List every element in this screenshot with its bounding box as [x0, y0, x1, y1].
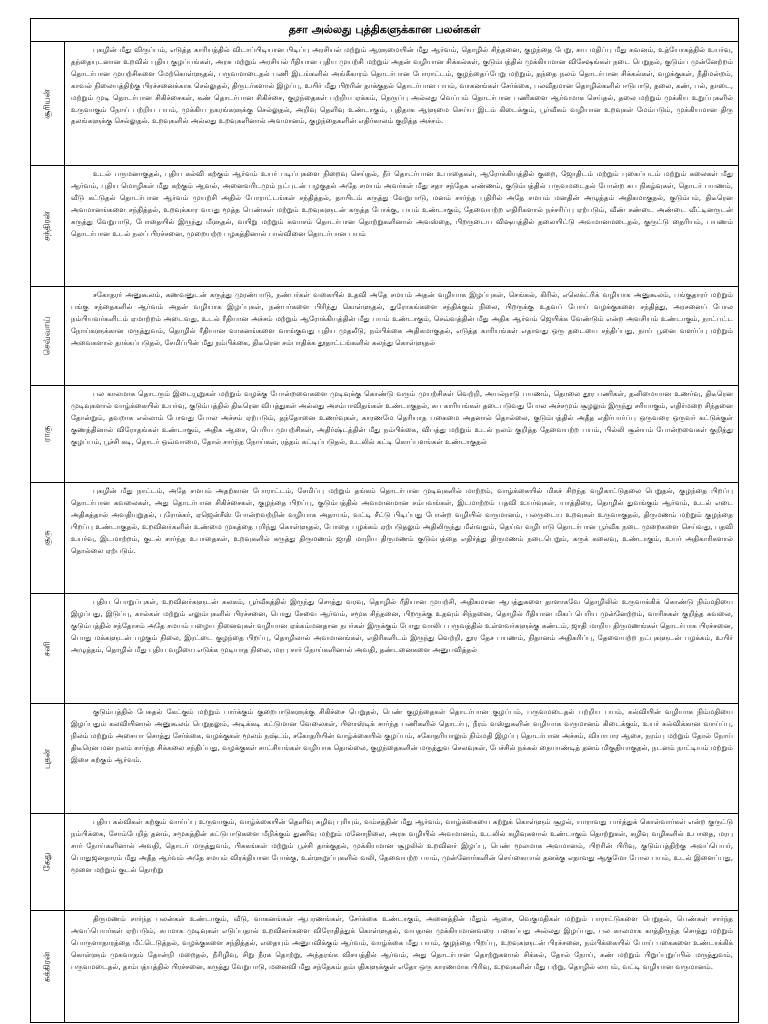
table-row-raagu: [31, 386, 739, 483]
effects-cell: [65, 594, 739, 704]
planet-label: குரு: [42, 530, 52, 546]
effects-text: பல காலமாக தொடரும் இடையூறுகள் மற்றும் வழக்கு போன்றவைகளை முடிவுக்கு கொண்டு வரும் முயற்சிகள் வெற்றி, அயல்நாடு பயணம், தொலை தூர பணிகள், தனிமையான உணர்வு, திடீரென முடிவுகளால் வாழ்க்கையில் உயர்வு, குடும்பத்தில் திடீரென விபத்துகள் அல்லது அசம்பாவிதங்கள் உண்டாகுதல், சுப காரியங்கள் தடைபடுவது போல அச்சமும் சூழலும் இருந்து சரியாகும், எதிர்மறை சிந்தனை தோன்றும், தவறாக எல்லாம் போவது போல அச்சம் ஏற்படும், தந்தோனை உணர்வுகள், காரணமே தெரியாத பகைமை அதனால் தொல்லை, குடும்பத்தில் அதீத எதிர்பார்ப்பு ஒருவரை ஒருவர் கட்டுக்குள் குணத்தினால் விரோதங்கள் உண்டாகும், அதிக ஆசை, பெரிய முயற்சிகள், அதிர்ஷ்டத்தின் மீது நம்பிக்கை, விபத்து மற்றும் உடல் நலம் குறித்த தேவையற்ற பயம், பில்லி சூன்யம் போன்றவைகள் குறித்து குழப்பம், பூச்சி கடி, தொடர் ஒவ்வாமை, தோல் சார்ந்த நோய்கள், ரத்தம் கட்டிப்படுதல், உடலில் கட்டி கொப்பளங்கள் உண்டாகுதல்: [71, 389, 734, 446]
table-title: தசா அல்லது புத்திகளுக்கான பலன்கள்: [31, 19, 739, 42]
table-row-budhan: [31, 704, 739, 814]
effects-text: புதிய பொறுப்புகள், உறவினர்களுடன் கலகம், பூர்வீகத்தில் இருந்து சொத்து வரவு, தொழில் ரீதியான முயற்சி, அதிகமான ஆபத்துகளை தாளாகவே தொழிலில் உருவாக்கிக் கொண்டு நிம்மதியை இழப்பது, இடுப்பு, கால்கள் மற்றும் எலும்புகளில் பிரச்சனை, பொது சேவை ஆர்வம், சமூக சிந்தனை, பிறருக்கு உதவும் சிந்தனை, தொழில் ரீதியான மிகப் பெரிய முன்னேற்றம், வாரிசுகள் குறித்த கவலை, குடும்பத்தில் சந்தோசம் அதே சமயம் பழைய நினைவுகள் வழியான ஏக்கம்மனதான நபர்கள் இருக்கும் போது வாலிப பருவத்தில் உள்ளவர்களுக்கு கண்டம், ஜாதி மாறிய திருமணங்கள் தொடர்பாக பிரச்சனை, பொது மக்களுடன் பழகும் நிலை, இரட்டை குழந்தை பிறப்பு, தொழிலால் அவமானங்கள், எதிரிகளிடம் இருந்து வெற்றி, தூர தேச பயணம், நிதானம் அதிகரிப்பு, தேவையற்ற நட்புகளுடன் பழக்கம், உயிர் அழுத்தம், தொழில் மீது புதிய வழியை எடுக்க முடியாத நிலை, மரபு சார் நோய்களினால் அவதி, தண்டனைகளை அனுபவித்தல்: [71, 597, 734, 654]
planet-label: சந்திரன்: [42, 211, 52, 241]
planet-label: சூரியன்: [42, 88, 52, 119]
table-row-surya: [31, 42, 739, 166]
effects-text: திருமணம் சார்ந்த பலன்கள் உண்டாகும், வீடு, வாகனங்கள் ஆபரணங்கள், சேர்க்கை உண்டாகும், அனைத்தின் மீதும் ஆசை, வெகுமதிகள் மற்றும் பாராட்டுகளை பெறுதல், பெண்கள் சார்ந்த அவப்பெயர்கள் ஏற்படும், சுபமாக முடிவுகள் எடுப்பதால் உறவினர்களை விரோதித்துக் கொள்ளுதல், வயதான முக்கியமானவரை பகைப்பது அல்லது இழப்பது, பல காலமாக காத்திருந்த சொத்து மற்றும் பொருளாதாரத்தை மீட்டெடுத்தல், வழக்குகளை சந்தித்தல், எதையும் அனுபவிக்கும் ஆர்வம், வாழ்க்கை மீது பயம், குழந்தை பிறப்பு, உறவுகளுடன் பிரச்சனை, நம்பிக்கையில் போய் பகைகளை உண்டாக்கிக் கொள்ளும் முகவாதம் தோன்றி மறைதல், நீரிழிவு, சிறு நீரக தொற்று, அந்தரங்க விசயத்தில் ஆர்வம், அது தொடர்பான தொற்றுகளால் சிக்கல், தோல் நோய், கண் மற்றும் பிறுப்புறுப்பில் மருத்துவம், பருவமடைதல், தாம்பத்யத்தில் பிரச்சனை, கருத்து வேறுபாடு, மனைவி மீது சந்தேகம் தம்பதிகளுக்குள் எதோ ஒரு காரணமாக பிரிவு, உறவுகளின் மீது பற்று, தொழில் லாபம், வட்டி வழியான வருமானம்.: [71, 914, 734, 971]
planet-label: ராகு: [42, 425, 52, 443]
planet-cell: [31, 42, 65, 166]
table-row-sevvai: [31, 287, 739, 386]
effects-text: புகழின் மீது நாட்டம், அதே சமயம் அதற்கான போராட்டம், சேமிப்பு மற்றும் தங்கம் தொடர்பான முடிவுகளில் மாற்றம், வாழ்க்கையில் மிகச் சிறந்த வழிகாட்டுதலை பெறுதல், குழந்தை பிறப்பு தொடர்பான கவலைகள், அது தொடர்பான சிகிச்சைகள், குழந்தை பிறப்பு, குடும்பத்தில் அவமானமான சம்பவங்கள், இடமாற்றம் பதவி உயர்வுகள், யாத்திரை, தொழில் துவங்கும் ஆர்வம், உடல் எடை அதிகத்தால் அவதியுறுதல், புரோக்கர், ஏஜென்சீஸ் போன்றவற்றின் வழியாக அதாயம், வட்டி சீட்டு பிடிப்பது போன்ற வழியில் வருமானம், பலருடைய உறவுகள் உருவாகுதல், திருமணம் மற்றும் குழந்தை பிறப்பு உண்டாகுதல், உறவினர்களின் உண்மை முகத்தை புரிந்து கொள்ளுதல், போதை பழக்கம் ஏற்படுதலும் அதிலிருந்து மீள்வதும், தெய்வ வழிபாடு தொடர்பான பூர்வீக நடை முறைகளை செய்வது, பதவி உயர்வு, இடமாற்றம், குடல் சார்ந்த உபாதைகள், உறவுகளில் கருத்து திருமணம் ஜாதி மாறிய திருமணம் குடும்பத்தை எதிர்த்து திருமணம் நடைபெறும், கருக் கலைவு, உண்டாகும், உயர் அதிகாரிகளால் தொல்லை ஏற்படும்.: [71, 486, 734, 555]
effects-text: சகோதரர் அனுகூலம், கணவனுடன் கருத்து முரண்பாடு, நண்பர்கள் வகையில் உதவி அதே சமயம் அதன் வழியாக இழப்புகள், செங்கல், கிரில், எலெக்ட்ரிக் வழியாக அனுகூலம், பங்குதாரர் மற்றும் பங்கு சந்தைகளில் ஆர்வம் அதன் வழியாக இழப்புகள், நண்பர்களை பிரிந்து கொள்ளுதல், துரோகங்களை சந்திக்கும் நிலை, பிறருக்கு உதவப் போய் வழக்குகளை சந்தித்து, அரசனைப் போல நம்பியவர்களிடம் ஏமாற்றம் அடைவது, உடல் ரீதியான அச்சம் மற்றும் ஆரோக்கியத்தின் மீது பயம் உண்டாகும், செவ்வத்தின் மீது அதிக ஆர்வம் ஜெயிக்க வேண்டும் என்ற அவசியம் உண்டாகும், நாட்பட்ட நோய்களுக்கான மருத்துவம், தொழில் ரீதியான வாகனங்களை வாங்குவது புதிய முதலீடு, நம்பிக்கை அதிகமாகுதல், எடுத்த காரியங்கள் எதாவது ஒரு தடையை சந்திப்பது, நாய் பூனை வளர்ப்பு மற்றும் அவைகளால் தாக்கப்படுதல், சேமிப்பின் மீது நம்பிக்கை, திடீரென சம்பாதிக்க தூதாட்டங்களில் கலந்து கொள்ளுதல்: [71, 290, 734, 347]
dasha-results-table: [30, 18, 739, 1023]
planet-cell: [31, 166, 65, 287]
planet-cell: [31, 814, 65, 911]
effects-text: உடல் பருமனாகுதல், புதிய கல்வி கற்கும் ஆர்வம் உயர் படிப்புகளை நிறைவு செய்தல், நீர் தொடர்பான உபாதைகள், ஆரோக்கியத்தில் குறை, ஜோதிடம் மற்றும் புகைப்படம் மற்றும் கலைகள் மீது ஆர்வம், புதிய மொழிகள் மீது கற்கும் ஆவல், அனைவரிடமும் நட்புடன் பழகுதல் அதே சமயம் அவர்கள் மீது சதா சந்தேக எண்ணம், குடும்பத்தில் பருவமடைதல் போன்ற சுப நிகழ்வுகள், தொடர் பயணம், வீடு கட்டுதல் தொடர்பான ஆர்வம் முயற்சி அதில் போராட்டங்கள் சந்தித்தல், தாயிடம் கருத்து வேறுபாடு, மனம் சார்ந்த புதிரில் அதே சமயம் மனதின் அழுத்தம் அதிகமாகுதல், குடும்பம், திடீரென அவமானங்களை சந்தித்தல், உறவுக்கார வயது மூத்த பெண்கள் மற்றும் உறவுகளுடன் கருத்த போக்கு, பயம் உண்டாகும், தேவையற்ற எதிரிகளால் நச்சரிப்பு ஏற்படும், வீண் சண்டை அண்டை வீட்டினருடன் கருத்து வேறுபாடு, போதையில் இருந்து மீளுதல், வயிறு மற்றும் சுவாசம் தொடர்பான தொற்றுகளினால் அவஸ்தை, பிறருடைய விஷயத்தில் தலையிட்டு அவமானமடைதல், குருட்டு தைரியம், பயணம் தொடர்பான உடல் நலப் பிரச்சனை, முறையற்ற பழகத்தினால் பால்வினை தொடர்பான பயம்: [71, 169, 734, 238]
planet-cell: [31, 483, 65, 594]
effects-cell: [65, 911, 739, 1023]
effects-cell: [65, 42, 739, 166]
planet-cell: [31, 911, 65, 1023]
effects-text: குடும்பத்தில் பேசுதல் கேட்கும் மற்றும் பார்க்கும் குறைபாடுகளுக்கு சிகிச்சை பெறுதல், பெண் குழந்தைகள் தொடர்பான குழப்பம், பருவமடைதல் பற்றிய பயம், கல்வியின் வழியாக நிம்மதியை இழப்பதும் கலவியினால் அனுகூலம் பெறுதலும், அடிக்கடி கட்டுமான வேலைகள், பிளாஸ்டிக் சார்ந்த பணிகளில் தொடர்பு, நீரம் வஸ்துகளின் வழியாக வருமானம் கிடைக்கும், உயர் கல்விக்கான வாய்ப்பு, நிலம் மற்றும் அசையா சொத்து சேர்க்கை, வழக்குகள் மூலம் நஷ்டம், சகோதரியின் வாழ்க்கையில் குழப்பம், சகோதரியாலும் நிம்மதி இழப்பு தொடர்பான அச்சம், வியாபார ஆசை, நரம்பு மற்றும் தோல் நோய் திடீரென மன நலம் சார்ந்த சிக்கலை சந்திப்பது, வழக்குகள் சாட்சியங்கள் வழியாக தொல்லை, குழந்தைகளின் மருத்துவ செலவுகள், பேச்சில் நக்கல் நையாண்டித் தனம் மிகுதியாகுதல், நடனம் நாட்டியம் மற்றும் இசை கற்கும் ஆர்வம்.: [71, 707, 734, 764]
table-row-sani: [31, 594, 739, 704]
effects-text: புதிய கல்விகள் கற்கும் வாய்ப்பு உருவாகும், வாழ்க்கையின் தெளிவு சுழிவு புரியும், வம்சத்தின் மீது ஆர்வம், வாழ்க்கையை கற்றுக் கொள்ளும் சூழல், யாராவது பார்த்துக் கொள்வார்கள் என்ற குருட்டு நம்பிக்கை, சோம்பேறித் தனம், சமூகத்தின் கட்டுபாடுகளை மீறிக்கும் துணிவு மற்றும் மனோநிலை, அரசு வழியில் அவமானம், உடலில் கழிவுகளால் உண்டாகும் தொற்றுகள், கழிவு வழிகளில் உபாதை, மரபு சார் நோய்களினால் அவதி, தொடர் மருத்துவம், பிசுகங்கள் மற்றும் பூச்சி தாக்குதல், முக்கியமான சூழலில் உறவினர் இழப்பு, பெண் மூலமாக அவமானம், பிறரின் பிரிவு, குடும்பத்திற்கு அவப்பெயர், பொதுஜனதாரம் மீது அதீத ஆர்வம் அதே சமயம் விரக்தியான போக்கு, உள்ளுறுப்புகளில் வலி, தேவையற்ற பயம், முன்னோர்களின் செய்கையால் தனக்கு எதாவது ஆகுமோ போல பயம், உடல் இளைப்பது, மூளை மற்றும் குடல் தொற்று: [71, 817, 734, 874]
effects-cell: [65, 814, 739, 911]
planet-cell: [31, 594, 65, 704]
planet-label: சுக்கிரன்: [42, 951, 52, 982]
effects-cell: [65, 287, 739, 386]
planet-label: சனி: [42, 641, 52, 656]
effects-cell: [65, 704, 739, 814]
effects-cell: [65, 483, 739, 594]
planet-cell: [31, 386, 65, 483]
planet-cell: [31, 704, 65, 814]
planet-label: புதன்: [42, 748, 52, 769]
table-row-sukkiran: [31, 911, 739, 1023]
title-row: [31, 19, 739, 42]
table-row-kethu: [31, 814, 739, 911]
effects-text: புகழின் மீது விருப்பம், எடுத்த காரியத்தில் விடாப்பிடியான பிடிப்பு அரசியல் மற்றும் ஆளுமையின் மீது ஆர்வம், தொழில் சிந்தனை, குழந்தை பேறு, சுய மதிப்பு மீது கவனம், உத்யோகத்தில் உயர்வு, தந்தையுடனான உறவில் புதிய குழப்பங்கள், அரசு மற்றும் அரசியல் ரீதியான புதிய முயற்சி மற்றும் அதன் வழியான சிக்கல்கள், குடும்பத்தில் முக்கியமான விசேஷங்கள் நடை பெறுதல், குடும்ப முன்னேற்றம் தொடர்பான முயற்சிகளை மேற்கொள்ளுதல், பருவமாடைதல் பணி இடங்களில் அங்கீகாரம் தொடர்பான போராட்டம், குழந்தைப்பேறு மற்றும், தந்தை நலம் தொடர்பான சிக்கல்கள், வழக்குகள், நீதிமன்றம், காவல் நிலையத்திற்கு பிரச்சனைக்காக செல்லுதல், திருடர்களால் இழப்பு, உயிர் மீது பிறரின் தாக்குதல் தொடர்பான பயம், வாகனங்கள் சேர்க்கை, பலவீதமான தொழில்களில் ஈடுபாடு, தலை, கண், பல், தாடை, மற்றும் முடி தொடர்பான சிகிச்சைகள், கண் தொடர்பான சிகிச்சை, குழந்தைகள் பற்றிய ஏக்கம், நெருப்பு அல்லது வெப்பம் தொடர்பான பணிகளை ஆர்வமாக செய்தல், தலை மற்றும் முக்கிய உறுப்புகளில் உருவாகும் நோய் பற்றிய பயம், முக்கிய நகரங்களுக்கு செல்லுதல், அறிவு தெளிவு உண்டாகும், புதிதாக ஆளுமை செய்ய இடம் கிடைக்கும், பூர்வீகம் வழியான உறவுகள் மேம்படும், முக்கியமான திரு தலங்களுக்கு செல்லுதல். உறவுகளில் அல்லது உறவுகளினால் அவமானம், குழந்தைகளின் எதிர்காலம் குறித்த அச்சம்.: [71, 45, 734, 126]
planet-label: கேது: [42, 852, 52, 872]
effects-cell: [65, 386, 739, 483]
planet-cell: [31, 287, 65, 386]
table-row-chandra: [31, 166, 739, 287]
effects-cell: [65, 166, 739, 287]
table-row-guru: [31, 483, 739, 594]
planet-label: செவ்வாய்: [42, 316, 52, 356]
